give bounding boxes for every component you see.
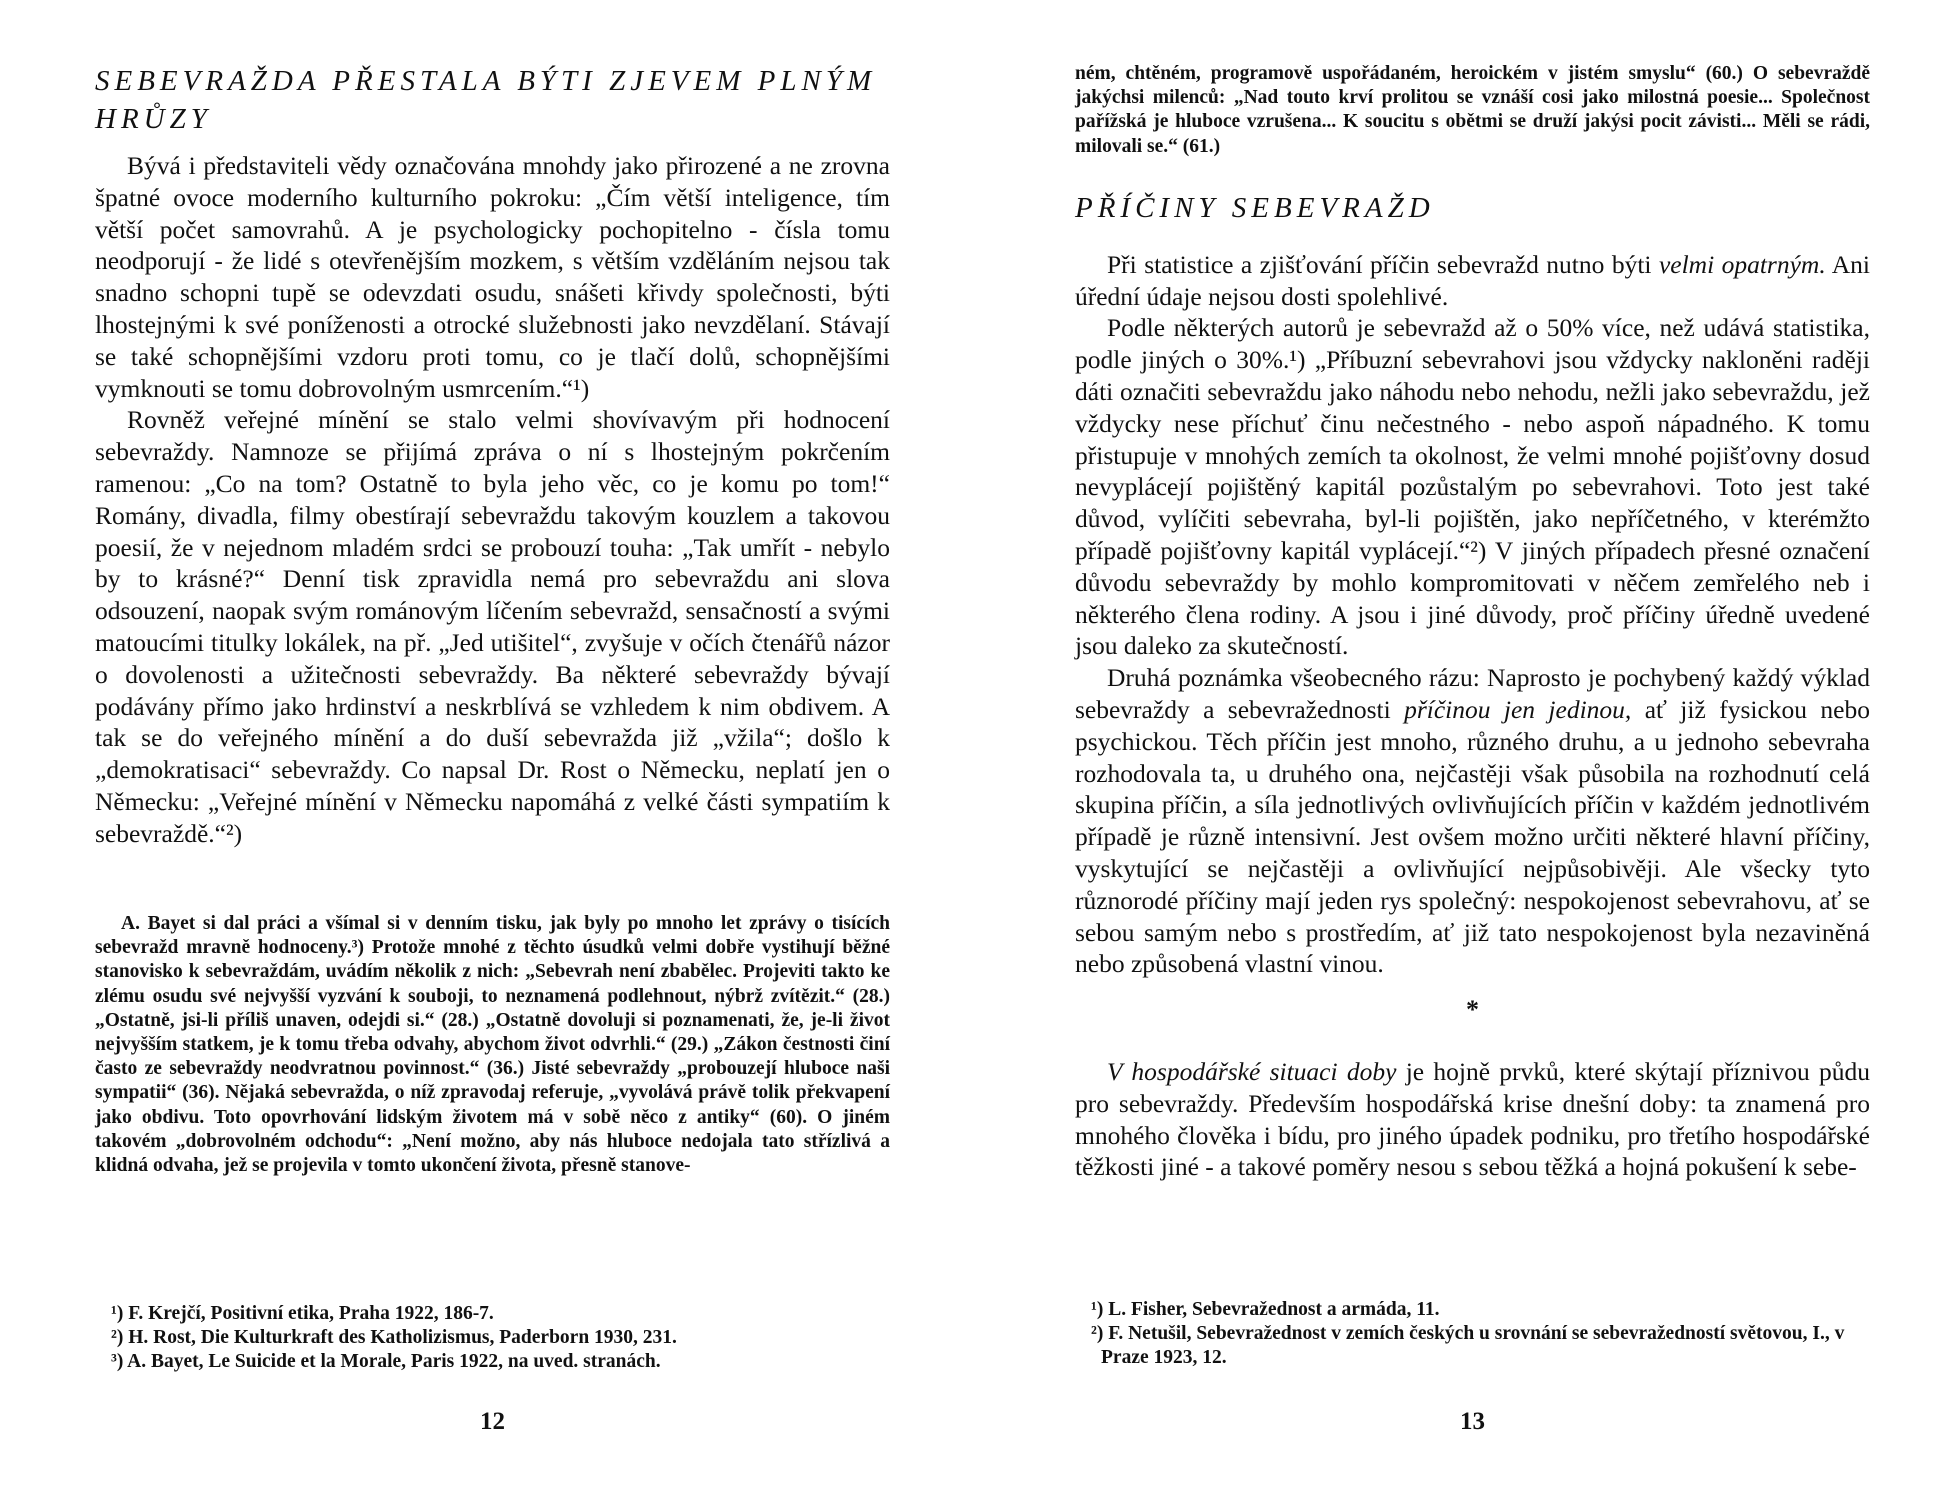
left-paragraph-1: Bývá i představiteli vědy označována mnohdy jako přirozené a ne zrovna špatné ovoce moderního kulturního pokroku: „Čím větší inteligence, tím větší počet samovrahů. A je psychologicky pochopitelno - čísla tomu neodporují - že lidé s otevřenějším mozkem, s větším vzděláním nejsou tak snadno schopni tupě se odevzdati osudu, snášeti křivdy společnosti, býti lhostejnými k své poníženosti a otrocké služebnosti jako nevzdělaní. Stávají se také schopnějšími vzdoru proti tomu, co je tlačí dolů, schopnějšími vymknouti se tomu dobrovolným usmrcením.“¹) bbox=[95, 151, 890, 403]
right-footnote-2: ²) F. Netušil, Sebevražednost v zemích českých u srovnání se sebevražedností světovou, I., v Praze 1923, 12. bbox=[1091, 1323, 1845, 1368]
right-continuation-paragraph: ném, chtěném, programově uspořádaném, heroickém v jistém smyslu“ (60.) O sebevraždě jakýchsi milenců: „Nad touto krví prolitou se vznáší cosi jako milostná poesie... Společnost pařížská je hluboce vzrušena... K soucitu s obětmi se druží jakýsi pocit závisti... Měli se rádi, milovali se.“ (61.) bbox=[1075, 63, 1870, 157]
right-footnote-1: ¹) L. Fisher, Sebevražednost a armáda, 11. bbox=[1091, 1299, 1440, 1320]
right-paragraph-2: Podle některých autorů je sebevražd až o 50% více, než udává statistika, podle jiných o 30%.¹) „Příbuzní sebevrahovi jsou vždycky nakloněni raději dáti označiti sebevraždu jako náhodu nebo nehodu, nežli jako sebevraždu, jež vždycky nese příchuť činu nečestného - nebo aspoň nápadného. K tomu přistupuje v mnohých zemích ta okolnost, že velmi mnohé pojišťovny dosud nevyplácejí pojištěný kapitál pozůstalým po sebevrahovi. Toto jest také důvod, vylíčiti sebevraha, byl-li pojištěn, jako nepříčetného, v kterémžto případě pojišťovny kapitál vyplácejí.“²) V jiných případech přesné označení důvodu sebevraždy by mohlo kompromitovati v něčem zemřelého neb i některého člena rodiny. A jsou i jiné důvody, proč příčiny úředně uvedené jsou daleko za skutečností. bbox=[1075, 313, 1870, 661]
left-page-number: 12 bbox=[480, 1408, 505, 1435]
right-page bbox=[1075, 0, 1870, 1500]
right-paragraph-4: V hospodářské situaci doby je hojně prvků, které skýtají příznivou půdu pro sebevraždy. Především hospodářská krise dnešní doby: ta znamená pro mnohého člověka i bídu, pro jiného úpadek podniku, pro třetího hospodářské těžkosti jiné - a takové poměry nesou s sebou těžká a hojná pokušení k sebe- bbox=[1075, 1056, 1870, 1182]
section-separator: * bbox=[1466, 995, 1479, 1025]
footnote-3: ³) A. Bayet, Le Suicide et la Morale, Paris 1922, na uved. stranách. bbox=[111, 1351, 661, 1372]
right-page-content bbox=[1075, 62, 1870, 1183]
right-continuation-text bbox=[1075, 62, 1870, 159]
left-page bbox=[95, 0, 890, 1500]
footnote-2: ²) H. Rost, Die Kulturkraft des Katholizismus, Paderborn 1930, 231. bbox=[111, 1327, 677, 1348]
right-paragraph-3: Druhá poznámka všeobecného rázu: Naprosto je pochybený každý výklad sebevraždy a sebevražednosti příčinou jen jedinou, ať již fysickou nebo psychickou. Těch příčin jest mnoho, různého druhu, a u jednoho sebevraha rozhodovala ta, u druhého ona, nejčastěji však působila na rozhodnutí celá skupina příčin, a síla jednotlivých ovlivňujících příčin v každém jednotlivém případě je různě intensivní. Jest ovšem možno určiti některé hlavní příčiny, vyskytující se nejčastěji a ovlivňující nejpůsobivěji. Ale všecky tyto různorodé příčiny mají jeden rys společný: nespokojenost sebevrahovu, ať se sebou samým nebo s prostředím, ať již tato nespokojenost byla nezaviněná nebo způsobená vlastní vinou. bbox=[1075, 663, 1870, 979]
left-page-heading: SEBEVRAŽDA PŘESTALA BÝTI ZJEVEM PLNÝM HRŮZY bbox=[95, 65, 877, 135]
right-footnotes bbox=[1075, 1298, 1870, 1370]
right-paragraph-1: Při statistice a zjišťování příčin sebevražd nutno býti velmi opatrným. Ani úřední údaje nejsou dosti spolehlivé. bbox=[1075, 249, 1870, 311]
right-page-number: 13 bbox=[1460, 1408, 1485, 1435]
left-small-text bbox=[95, 912, 890, 1178]
footnote-1: ¹) F. Krejčí, Positivní etika, Praha 1922, 186-7. bbox=[111, 1303, 494, 1324]
left-body-text bbox=[95, 150, 890, 850]
left-small-paragraph: A. Bayet si dal práci a všímal si v denním tisku, jak byly po mnoho let zprávy o tisících sebevražd mravně hodnoceny.³) Protože mnohé z těchto úsudků velmi dobře vystihují běžné stanovisko k sebevraždám, uvádím několik z nich: „Sebevrah není zbabělec. Projeviti takto ke zlému osudu své nejvyšší vyzvání k souboji, to neznamená podlehnout, nýbrž zvítězit.“ (28.) „Ostatně, jsi-li příliš unaven, odejdi si.“ (28.) „Ostatně dovoluji si poznamenati, že, je-li život nejvyšším statkem, je k tomu třeba odvahy, abychom život odvrhli.“ (29.) „Zákon čestnosti činí často ze sebevraždy neodvratnou povinnost.“ (36.) Jisté sebevraždy „probouzejí hluboce naši sympatii“ (36). Nějaká sebevražda, o níž zpravodaj referuje, „vyvolává právě tolik překvapení jako obdivu. Toto opovrhování lidským životem má v sobě něco z antiky“ (60). O jiném takovém „dobrovolném odchodu“: „Není možno, aby nás hluboce nedojala tato střízlivá a klidná odvaha, jež se projevila v tomto ukončení života, přesně stanove- bbox=[95, 913, 890, 1177]
right-paragraph-1-emphasis: velmi opatrným. bbox=[1658, 249, 1826, 279]
left-footnotes bbox=[95, 1302, 890, 1374]
right-body-text bbox=[1075, 249, 1870, 1183]
left-paragraph-2: Rovněž veřejné mínění se stalo velmi shovívavým při hodnocení sebevraždy. Namnoze se přijímá zpráva o ní s lhostejným pokrčením ramenou: „Co na tom? Ostatně to byla jeho věc, co je komu po tom!“ Romány, divadla, filmy obestírají sebevraždu takovým kouzlem a takovou poesií, že v nejednom mladém srdci se probouzí touha: „Tak umřít - nebylo by to krásné?“ Denní tisk zpravidla nemá pro sebevraždu ani slova odsouzení, naopak svým románovým líčením sebevražd, sensačností a svými matoucími titulky lokálek, na př. „Jed utišitel“, zvyšuje v očích čtenářů názor o dovolenosti a užitečnosti sebevraždy. Ba některé sebevraždy bývají podávány přímo jako hrdinství a neskrblívá se vzhledem k nim obdivem. A tak se do veřejného mínění a do duší sebevražda již „vžila“; došlo k „demokratisaci“ sebevraždy. Co napsal Dr. Rost o Německu, neplatí jen o Německu: „Veřejné mínění v Německu napomáhá z velké části sympatiím k sebevraždě.“²) bbox=[95, 405, 890, 848]
right-paragraph-4-emphasis: V hospodářské situaci doby bbox=[1107, 1056, 1397, 1086]
right-paragraph-3-emphasis: příčinou jen jedinou, bbox=[1404, 694, 1632, 724]
right-page-heading: PŘÍČINY SEBEVRAŽD bbox=[1075, 191, 1435, 224]
